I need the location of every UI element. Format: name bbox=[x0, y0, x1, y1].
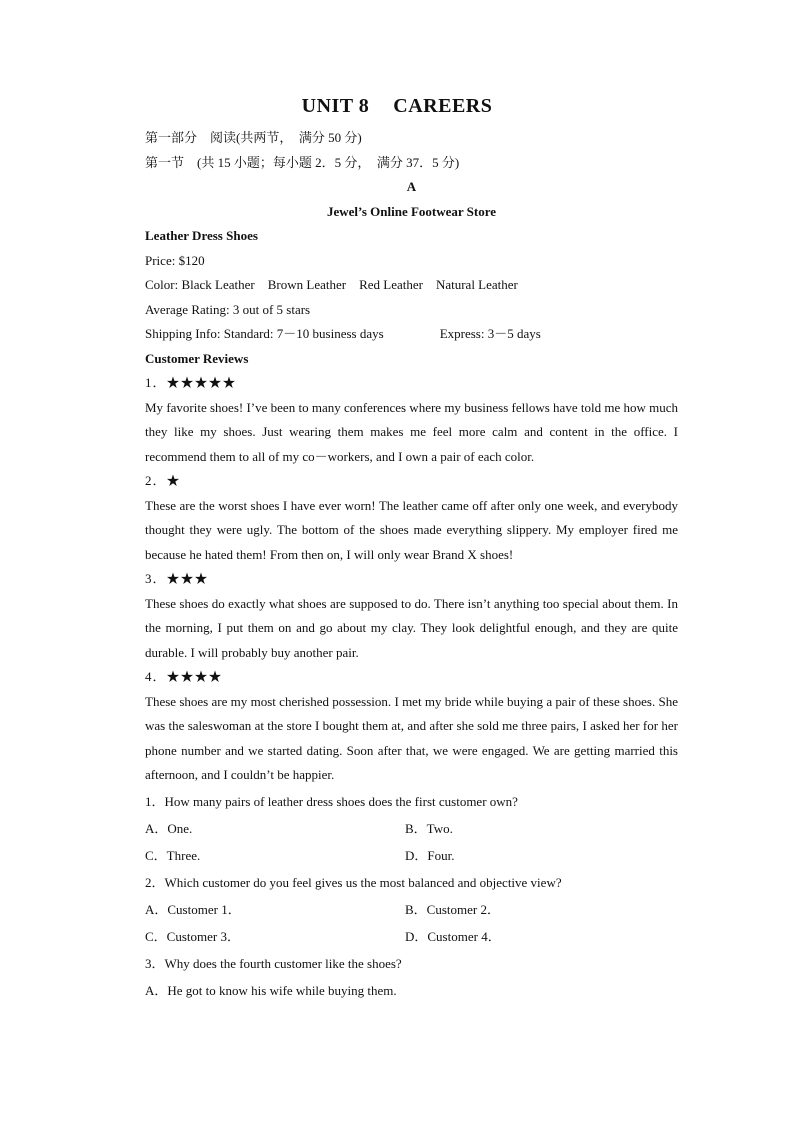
passage-letter: A bbox=[406, 179, 417, 194]
review-text: These shoes are my most cherished possession. I met my bride while buying a pair of these shoes. She was the saleswoman at the store I bought them at, and after she sold me three pairs, I asked her for her phone number and we started dating. Soon after that, we were engaged. We are getting married this afternoon, and I couldn’t be happier. bbox=[145, 693, 678, 782]
shipping-info bbox=[145, 322, 678, 347]
product-rating: Average Rating: 3 out of 5 stars bbox=[145, 301, 311, 317]
option: B．Two. bbox=[405, 820, 453, 836]
option: D．Customer 4． bbox=[405, 928, 501, 944]
question-stem: 1．How many pairs of leather dress shoes does the first customer own? bbox=[145, 793, 518, 809]
option: A．Customer 1． bbox=[145, 901, 241, 917]
review-label: 1．★★★★★ bbox=[145, 375, 237, 390]
question-options bbox=[145, 815, 678, 842]
question-stem: 2．Which customer do you feel gives us the most balanced and objective view? bbox=[145, 874, 562, 890]
review-text: These shoes do exactly what shoes are supposed to do. There isn’t anything too special about them. In the morning, I put them on and go about my clay. They look delightful enough, and they are quite durable. I will probably buy another pair. bbox=[145, 595, 678, 660]
title-unit: UNIT 8 bbox=[301, 95, 370, 117]
option: C．Customer 3． bbox=[145, 928, 240, 944]
product-price: Price: $120 bbox=[145, 252, 205, 268]
review-text bbox=[145, 396, 678, 470]
review-text-content: My favorite shoes! I’ve been to many conferences where my business fellows have told me how much they like my shoes. Just wearing them makes me feel more calm and content in the office. I recommend them to all of my co－workers, and I own a pair of each color. bbox=[145, 399, 678, 464]
title-topic: CAREERS bbox=[393, 95, 493, 117]
document-body bbox=[145, 95, 678, 1004]
reviews-heading: Customer Reviews bbox=[145, 350, 249, 366]
question-options bbox=[145, 896, 678, 923]
review-label: 4．★★★★ bbox=[145, 669, 223, 684]
question-options bbox=[145, 842, 678, 869]
option: A．He got to know his wife while buying them. bbox=[145, 982, 397, 998]
question-stem: 3．Why does the fourth customer like the shoes? bbox=[145, 955, 402, 971]
review-text: These are the worst shoes I have ever worn! The leather came off after only one week, and everybody thought they were ugly. The bottom of the shoes made everything slippery. My employer fired me because he hated them! From then on, I will only wear Brand X shoes! bbox=[145, 497, 678, 562]
review-label: 3．★★★ bbox=[145, 571, 209, 586]
option: B．Customer 2． bbox=[405, 901, 500, 917]
store-title: Jewel’s Online Footwear Store bbox=[326, 203, 497, 219]
review-label: 2．★ bbox=[145, 473, 181, 488]
shipping-standard: Shipping Info: Standard: 7－10 business days bbox=[145, 326, 384, 341]
option: D．Four. bbox=[405, 847, 455, 863]
option: C．Three. bbox=[145, 847, 201, 863]
product-colors: Color: Black Leather Brown Leather Red Leather Natural Leather bbox=[145, 277, 518, 292]
page-title bbox=[0, 95, 794, 118]
section-heading: 第一节 (共 15 小题；每小题 2．5 分， 满分 37．5 分) bbox=[145, 154, 460, 170]
part-heading: 第一部分 阅读(共两节， 满分 50 分) bbox=[145, 130, 362, 145]
product-name: Leather Dress Shoes bbox=[145, 228, 258, 243]
question-options bbox=[145, 923, 678, 950]
shipping-express: Express: 3－5 days bbox=[439, 326, 541, 341]
option: A．One. bbox=[145, 820, 193, 836]
